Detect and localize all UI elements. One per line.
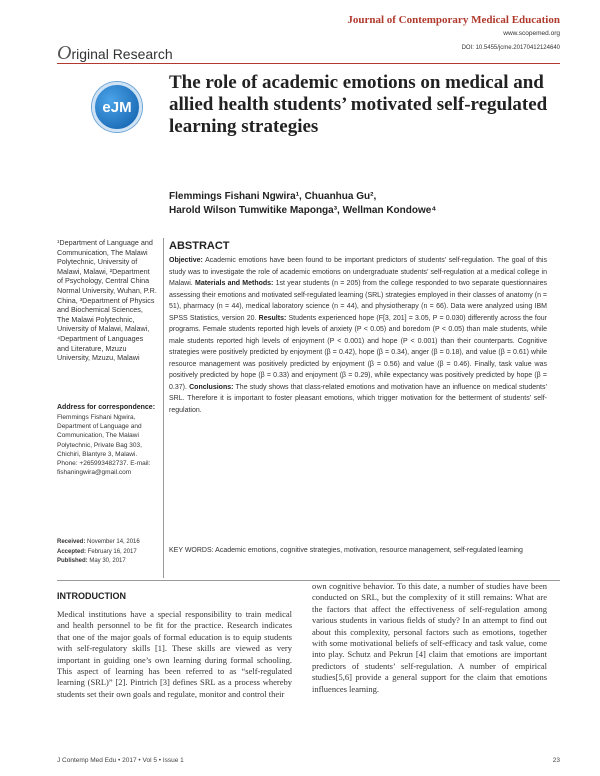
results-label: Results: <box>258 314 287 322</box>
journal-logo <box>92 82 142 132</box>
sidebar-divider <box>163 238 164 578</box>
accepted-date: Accepted: February 16, 2017 <box>57 548 137 555</box>
page-number: 23 <box>552 757 560 764</box>
keywords-text: Academic emotions, cognitive strategies, motivation, resource management, self-regulated learning <box>215 547 523 554</box>
header-rule <box>57 63 560 64</box>
correspondence-heading: Address for correspondence: <box>57 404 156 411</box>
section-label-rest: riginal Research <box>71 46 173 62</box>
received-date: Received: November 14, 2016 <box>57 539 140 545</box>
doi[interactable]: DOI: 10.5455/jcme.20170412124640 <box>461 45 560 51</box>
methods-label: Materials and Methods: <box>194 280 274 287</box>
intro-column-2: own cognitive behavior. To this date, a number of studies have been conducted on SRL, but the complexity of it still remains: What are the factors that affect the effectiveness of self-regulation among various students in various fields of study? In an attempt to find out about this complexity, personal factors such as emotions, together with some motivational beliefs of self-efficacy and task value, come into play. Schutz and Pekrun [4] claim that emotions are important predictors of students’ self-regulation. A number of empirical studies[5,6] provide a general support for the claim that emotions influences learning. <box>312 581 547 694</box>
keywords-label: KEY WORDS: <box>169 547 214 554</box>
methods-text: 1st year students (n = 205) from the college responded to two separate questionnaires assessing their emotions and motivated self-regulated learning (SRL) strategies employed in their classes of anatomy (n = 51), pharmacy (n = 44), medical laboratory science (n = 44), and physiotherapy (n = 66). Data were analyzed using IBM SPSS Statistics, version 20. <box>169 280 547 322</box>
article-dates <box>57 538 162 567</box>
results-text: Students experienced hope (F[3, 201] = 3.05, P = 0.030) differently across the four programs. Female students reported high levels of anxiety (P < 0.05) and boredom (P < 0.05) than male students, while male students reported high levels of enjoyment (P < 0.001) and hope (P < 0.001) than their counterparts. Cognitive strategies were positively predicted by enjoyment (β = 0.42), hope (β = 0.34), anger (β = 0.18), and value (β = 0.61) while resource management was positively predicted by enjoyment (β = 0.56) and value (β = 0.46). Finally, task value was positively predicted by hope (β = 0.33) and enjoyment (β = 0.29), while expectancy was positively predicted by hope (β = 0.37). <box>169 314 547 391</box>
authors-line-1: Flemmings Fishani Ngwira¹, Chuanhua Gu², <box>169 191 377 202</box>
authors-line-2: Harold Wilson Tumwitike Maponga³, Wellman Kondowe⁴ <box>169 205 437 216</box>
conclusions-text: The study shows that class-related emotions and motivation have an influence on medical students’ SRL. Therefore it is important to foster pleasant emotions, which trigger motivation for the betterment of students’ self-regulation. <box>169 383 547 414</box>
introduction-heading: INTRODUCTION <box>57 591 126 601</box>
section-label <box>57 42 173 65</box>
section-label-initial: O <box>57 42 72 64</box>
correspondence-address: Flemmings Fishani Ngwira, Department of Language and Communication, The Malawi Polytechnic, Private Bag 303, Chichiri, Blantyre 3, Malawi. Phone: +265993482737. E-mail: fishaningwira@gmail.com <box>57 414 151 477</box>
abstract-heading: ABSTRACT <box>169 240 230 252</box>
author-list <box>169 190 549 218</box>
logo-text: eJM <box>102 98 132 116</box>
published-date: Published: May 30, 2017 <box>57 558 126 564</box>
objective-label: Objective: <box>169 257 203 264</box>
article-title: The role of academic emotions on medical and allied health students’ motivated self-regulated learning strategies <box>169 72 548 137</box>
keywords <box>169 546 547 556</box>
affiliations: ¹Department of Language and Communication, The Malawi Polytechnic, University of Malawi, Malawi, ²Department of Psychology, Central China Normal University, Wuhan, P.R. China, ³Department of Physics and Biochemical Sciences, The Malawi Polytechnic, University of Malawi, Malawi, ⁴Department of Languages and Literature, Mzuzu University, Mzuzu, Malawi <box>57 238 157 363</box>
objective-text: Academic emotions have been found to be important predictors of students’ self-regulation. The goal of this study was to investigate the role of academic emotions on undergraduate students’ self-regulation at a medical college in Malawi. <box>169 257 547 287</box>
intro-column-1: Medical institutions have a special responsibility to train medical and health personnel to be fit for the practice. Research indicates that one of the major goals of formal education is to equip students with self-regulatory skills [1]. These skills are viewed as very important in guiding one’s own learning during formal schooling. This aspect of learning has been referred to as “self-regulated learning (SRL)” [2]. Pintrich [3] defines SRL as a process whereby students set their own goals and regulate, monitor and control their <box>57 609 292 699</box>
abstract-body <box>169 255 547 416</box>
journal-title: Journal of Contemporary Medical Education <box>347 14 560 26</box>
footer-citation: J Contemp Med Edu • 2017 • Vol 5 • Issue 1 <box>57 757 184 764</box>
conclusions-label: Conclusions: <box>189 383 234 391</box>
journal-url[interactable]: www.scopemed.org <box>503 30 560 37</box>
